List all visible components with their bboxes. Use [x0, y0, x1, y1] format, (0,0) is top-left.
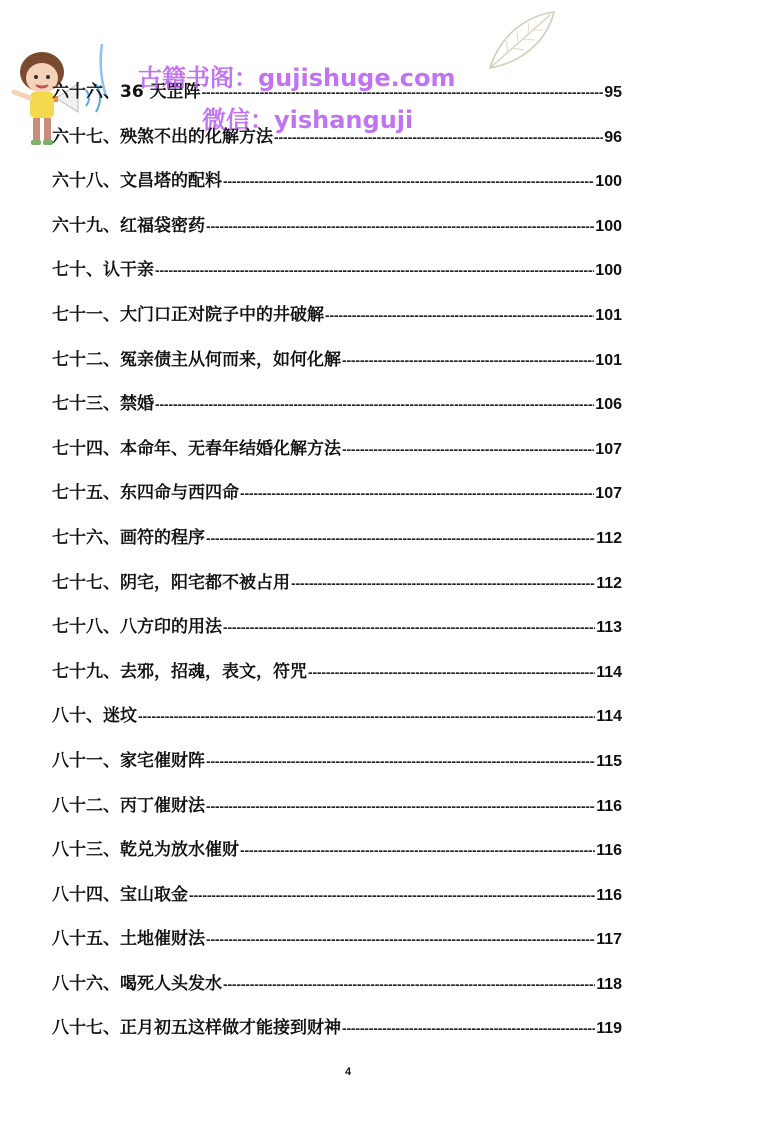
- toc-entry-page: 115: [596, 752, 622, 770]
- toc-entry: [52, 293, 622, 338]
- table-of-contents: [52, 70, 622, 1051]
- toc-entry-leader: [138, 694, 595, 739]
- toc-entry-title: 六十九、红福袋密药: [52, 215, 205, 236]
- toc-entry-page: 107: [595, 485, 622, 503]
- toc-entry-title: 七十九、去邪，招魂，表文，符咒: [52, 661, 307, 682]
- toc-entry-title: 八十一、家宅催财阵: [52, 750, 205, 771]
- toc-entry-title: 八十五、土地催财法: [52, 929, 205, 950]
- toc-entry: [52, 382, 622, 427]
- toc-entry: [52, 427, 622, 472]
- toc-entry: [52, 159, 622, 204]
- toc-entry-page: 106: [595, 396, 622, 414]
- toc-entry-page: 114: [596, 663, 622, 681]
- toc-entry-title: 六十六、36 天罡阵: [52, 82, 201, 102]
- toc-entry-leader: [155, 248, 594, 293]
- toc-entry-page: 96: [604, 128, 622, 146]
- toc-entry: [52, 561, 622, 606]
- toc-entry-leader: [342, 427, 594, 472]
- toc-entry-page: 112: [596, 574, 622, 592]
- toc-entry-leader: [206, 739, 595, 784]
- toc-entry: [52, 873, 622, 918]
- toc-entry: [52, 248, 622, 293]
- toc-entry-leader: [240, 828, 595, 873]
- toc-entry-leader: [325, 293, 594, 338]
- toc-entry: [52, 650, 622, 695]
- toc-entry-leader: [206, 917, 595, 962]
- toc-entry-leader: [223, 962, 595, 1007]
- toc-entry-title: 七十三、禁婚: [52, 394, 154, 415]
- leaf-icon: [480, 6, 560, 76]
- toc-entry-leader: [202, 70, 604, 115]
- toc-entry: [52, 70, 622, 115]
- toc-entry: [52, 784, 622, 829]
- toc-entry: [52, 516, 622, 561]
- toc-entry-leader: [274, 115, 603, 160]
- toc-entry: [52, 1006, 622, 1051]
- toc-entry-leader: [291, 561, 595, 606]
- toc-entry-page: 101: [595, 351, 622, 369]
- toc-entry-leader: [342, 1006, 595, 1051]
- toc-entry: [52, 828, 622, 873]
- toc-entry-leader: [189, 873, 595, 918]
- toc-entry-page: 116: [596, 797, 622, 815]
- toc-entry-leader: [223, 605, 595, 650]
- watermark-wechat: 微信：yishanguji: [202, 106, 414, 134]
- toc-entry-leader: [206, 204, 594, 249]
- toc-entry-title: 七十四、本命年、无春年结婚化解方法: [52, 438, 341, 459]
- toc-entry-title: 七十八、八方印的用法: [52, 617, 222, 638]
- toc-entry: [52, 471, 622, 516]
- toc-entry-title: 八十四、宝山取金: [52, 884, 188, 905]
- toc-entry-title: 七十七、阴宅，阳宅都不被占用: [52, 572, 290, 593]
- toc-entry-page: 100: [595, 173, 622, 191]
- toc-entry-page: 95: [604, 84, 622, 101]
- page-number: 4: [344, 1066, 352, 1078]
- toc-entry-title: 八十六、喝死人头发水: [52, 973, 222, 994]
- toc-entry: [52, 694, 622, 739]
- toc-entry-leader: [223, 159, 594, 204]
- toc-entry-title: 六十八、文昌塔的配料: [52, 171, 222, 192]
- toc-entry-title: 七十六、画符的程序: [52, 527, 205, 548]
- toc-entry-page: 107: [595, 440, 622, 458]
- toc-entry-title: 八十三、乾兑为放水催财: [52, 840, 239, 861]
- toc-entry: [52, 115, 622, 160]
- toc-entry: [52, 204, 622, 249]
- toc-entry-leader: [206, 784, 595, 829]
- toc-entry-page: 100: [595, 262, 622, 280]
- toc-entry-leader: [342, 338, 594, 383]
- toc-entry: [52, 917, 622, 962]
- watermark-site: 古籍书阁：gujishuge.com: [138, 64, 456, 92]
- toc-entry-title: 七十五、东四命与西四命: [52, 483, 239, 504]
- toc-entry-title: 八十二、丙丁催财法: [52, 795, 205, 816]
- toc-entry-page: 113: [596, 619, 622, 637]
- toc-entry-leader: [308, 650, 595, 695]
- toc-entry-page: 112: [596, 529, 622, 547]
- toc-entry-title: 七十一、大门口正对院子中的井破解: [52, 304, 324, 325]
- toc-entry-page: 117: [596, 931, 622, 949]
- toc-entry-page: 116: [596, 842, 622, 860]
- toc-entry: [52, 962, 622, 1007]
- toc-entry-title: 六十七、殃煞不出的化解方法: [52, 126, 273, 147]
- toc-entry-page: 100: [595, 217, 622, 235]
- toc-entry-page: 119: [596, 1020, 622, 1038]
- toc-entry-page: 101: [595, 306, 622, 324]
- toc-entry-title: 七十、认干亲: [52, 260, 154, 281]
- toc-entry-page: 118: [596, 975, 622, 993]
- toc-entry-leader: [240, 471, 594, 516]
- toc-entry-title: 八十七、正月初五这样做才能接到财神: [52, 1018, 341, 1039]
- toc-entry: [52, 338, 622, 383]
- toc-entry-leader: [155, 382, 594, 427]
- toc-entry-leader: [206, 516, 595, 561]
- toc-entry-title: 七十二、冤亲债主从何而来，如何化解: [52, 349, 341, 370]
- toc-entry: [52, 739, 622, 784]
- toc-entry-page: 114: [596, 708, 622, 726]
- toc-entry-page: 116: [596, 886, 622, 904]
- toc-entry: [52, 605, 622, 650]
- toc-entry-title: 八十、迷坟: [52, 706, 137, 727]
